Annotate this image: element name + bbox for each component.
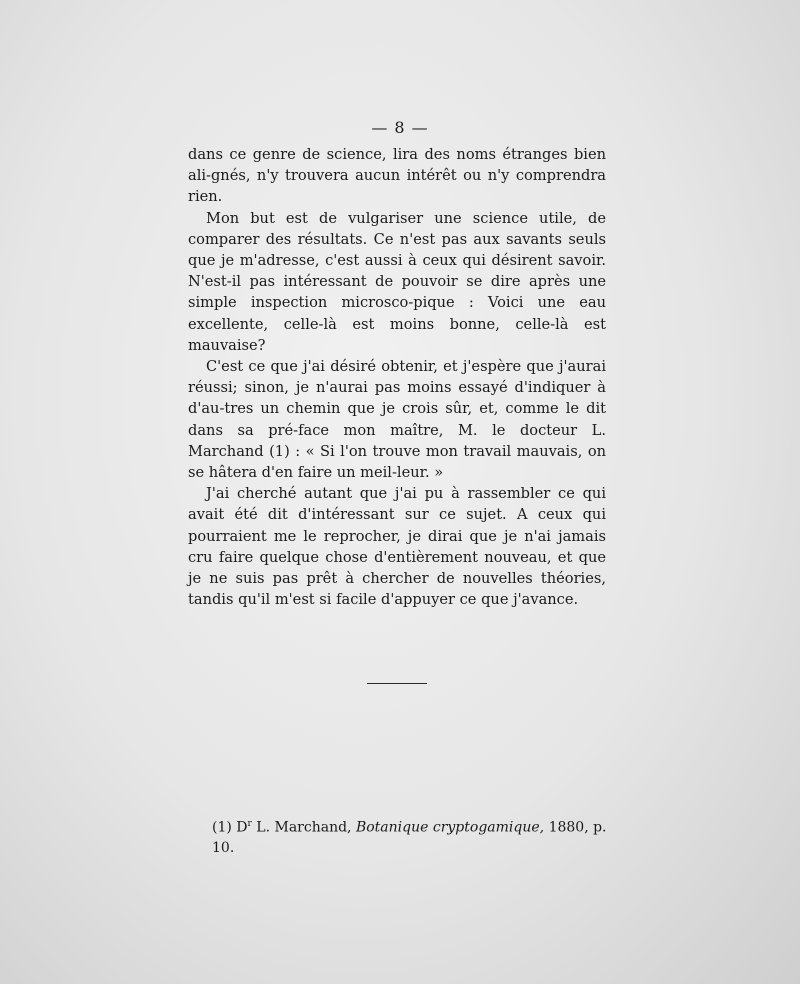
footnote-marker: (1) <box>212 819 232 836</box>
paragraph-1: dans ce genre de science, lira des noms étranges bien ali-gnés, n'y trouvera aucun intérêt ou n'y comprendra rien. <box>188 146 606 206</box>
paragraph-2: Mon but est de vulgariser une science utile, de comparer des résultats. Ce n'est pas aux savants seuls que je m'adresse, c'est aussi à ceux qui désirent savoir. N'est-il pas intéressant de pouvoir se dire après une simple inspection microsco-pique : Voici une eau excellente, celle-là est moins bonne, celle-là est mauvaise? <box>188 209 606 354</box>
footnote-author-prefix: D <box>236 819 248 836</box>
paragraph-4: J'ai cherché autant que j'ai pu à rassembler ce qui avait été dit d'intéressant sur ce sujet. A ceux qui pourraient me le reprocher, je dirai que je n'ai jamais cru faire quelque chose d'entièrement nouveau, et que je ne suis pas prêt à chercher de nouvelles théories, tandis qu'il m'est si facile d'appuyer ce que j'avance. <box>188 485 606 609</box>
footnote-work-title: Botanique cryptogamique, <box>355 819 545 836</box>
footnote-author-name: L. Marchand, <box>256 819 352 836</box>
body-text <box>188 144 606 610</box>
footnote-details: 1880, p. 10. <box>212 819 607 856</box>
section-separator <box>367 683 427 684</box>
footnote-author-sup: r <box>247 819 252 829</box>
page-number: — 8 — <box>371 118 429 137</box>
footnote <box>212 814 612 858</box>
paragraph-3: C'est ce que j'ai désiré obtenir, et j'espère que j'aurai réussi; sinon, je n'aurai pas moins essayé d'indiquer à d'au-tres un chemin que je crois sûr, et, comme le dit dans sa pré-face mon maître, M. le docteur L. Marchand (1) : « Si l'on trouve mon travail mauvais, on se hâtera d'en faire un meil-leur. » <box>188 358 606 482</box>
